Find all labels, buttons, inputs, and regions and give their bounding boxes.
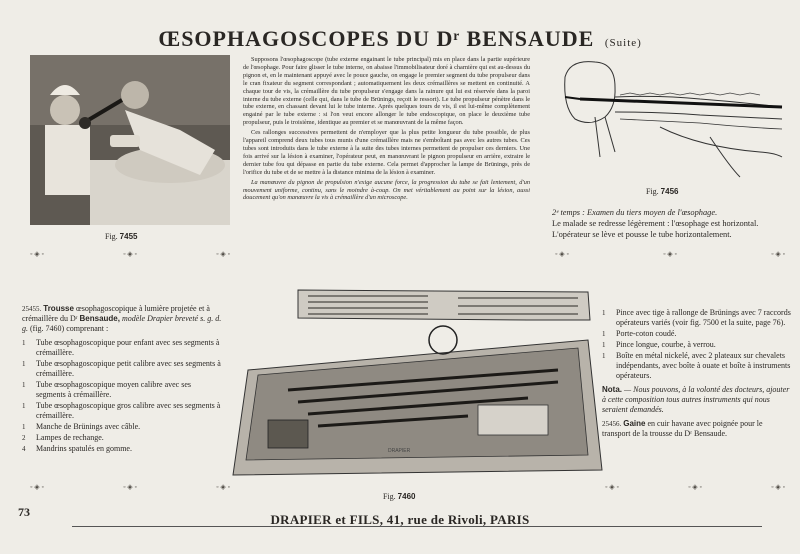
item-quantity: 1	[22, 339, 26, 347]
anatomy-diagram	[560, 57, 785, 179]
list-item	[602, 329, 792, 339]
item-text: Tube œsophagoscopique gros calibre avec ses segments à crémaillère.	[36, 401, 221, 420]
ornament: ◦ ◈ ◦	[771, 250, 785, 258]
ornament-row-left-top	[30, 250, 230, 258]
fig-number: 7456	[660, 187, 679, 196]
fig-7455-label	[105, 232, 137, 241]
item-quantity: 1	[602, 341, 606, 349]
item-text: Tube œsophagoscopique petit calibre avec ses segments à crémaillère.	[36, 359, 221, 378]
ornament: ◦ ◈ ◦	[605, 483, 619, 491]
trousse-contents-list-continued	[602, 308, 792, 439]
ornament: ◦ ◈ ◦	[30, 483, 44, 491]
gaine-text: en cuir havane avec poignée pour le transport de la trousse du Dʳ Bensaude.	[602, 419, 763, 438]
fig-7460-case	[228, 280, 604, 485]
item-quantity: 2	[22, 434, 26, 442]
item-text: Manche de Brünings avec câble.	[36, 422, 141, 431]
fig-number: 7455	[119, 232, 138, 241]
list-item	[22, 380, 222, 400]
lead-fig: (fig. 7460) comprenant :	[30, 324, 109, 333]
ornament: ◦ ◈ ◦	[30, 250, 44, 258]
item-text: Tube œsophagoscopique pour enfant avec ses segments à crémaillère.	[36, 338, 220, 357]
right-text-line-3: L'opérateur se lève et pousse le tube horizontalement.	[552, 230, 732, 239]
ornament: ◦ ◈ ◦	[663, 250, 677, 258]
trousse-lead	[22, 304, 222, 334]
ornament: ◦ ◈ ◦	[771, 483, 785, 491]
list-item	[22, 338, 222, 358]
item-quantity: 1	[602, 309, 606, 317]
item-quantity: 1	[602, 352, 606, 360]
list-item	[602, 308, 792, 328]
title-subtitle: (Suite)	[604, 37, 642, 49]
intro-paragraph-1: Supposons l'œsophagoscope (tube externe engainant le tube principal) mis en place dans la partie supérieure de l'œsophage. Pour faire glisser le tube interne, on abaisse l'immobilisateur doré à charnière qui est au-dessus du pignon et, en le maintenant appuyé avec le pouce gauche, on engage le premier segment du tube propulseur dans le cran fixateur du segment correspondant ; automatiquement les deux crémaillères se mettent en continuité. A chaque tour de vis, la crémaillère du tube propulseur s'engage dans la rainure qui lui est réservée dans la paroi interne du tube externe (celle qui, dans le tube de Brünings, reçoit le ressort). Le tube propulseur pénètre dans le tube externe, en chassant devant lui le tube interne. Après quelques tours de vis, il est lui-même complètement engainé par le tube externe : si l'on veut encore allonger le tube endoscopique, on place le deuxième tube propulseur, puis le troisième, identique au premier et se manœuvrant de la même façon.	[243, 56, 530, 127]
item-text: Boîte en métal nickelé, avec 2 plateaux sur chevalets indépendants, avec boîte à ouate et boîte à instruments opérateurs.	[616, 351, 791, 380]
ornament-row-right-top	[555, 250, 785, 258]
ornament: ◦ ◈ ◦	[688, 483, 702, 491]
right-text-line-2: Le malade se redresse légèrement : l'œsophage est horizontal.	[552, 219, 759, 228]
list-item	[22, 359, 222, 379]
item-quantity: 4	[22, 445, 26, 453]
list-item	[22, 444, 222, 454]
ornament: ◦ ◈ ◦	[123, 483, 137, 491]
lead-italic: modèle Drapier breveté s. g. d. g.	[22, 314, 222, 333]
list-item	[22, 422, 222, 432]
lead-text: œsophagoscopique à lumière projetée et à crémaillère du Dʳ	[22, 304, 210, 323]
fig-number: 7460	[397, 492, 416, 501]
fig-prefix: Fig.	[646, 187, 659, 196]
lead-name: Bensaude,	[79, 314, 120, 323]
list-item	[22, 433, 222, 443]
fig-7456-diagram	[560, 57, 785, 179]
item-quantity: 1	[22, 402, 26, 410]
ornament: ◦ ◈ ◦	[555, 250, 569, 258]
item-text: Pince avec tige à rallonge de Brünings avec 7 raccords opérateurs variés (voir fig. 7500 et la suite, page 76).	[616, 308, 791, 327]
fig-7456-label	[646, 187, 678, 196]
intro-paragraph-2: Ces rallonges successives permettent de n'employer que la plus petite longueur du tube possible, de plus l'appareil comprend deux tubes tous munis d'une crémaillère mais ne s'emboîtant pas avec les autres tubes. Ces tubes sont introduits dans le tube externe à la suite des tubes internes permettent de propulser ces derniers. Une fois arrivé sur la lésion à examiner, l'opérateur peut, en manœuvrant le pignon propulseur en arrière, extraire le dernier tube fou qui dépasse en partie du tube externe. Cela permet d'approcher la lampe de Brünings, près de l'orifice du tube et de se mettre à la distance minima de la lésion à examiner.	[243, 129, 530, 176]
fig-prefix: Fig.	[383, 492, 396, 501]
item-text: Tube œsophagoscopique moyen calibre avec ses segments à crémaillère.	[36, 380, 191, 399]
item-text: Lampes de rechange.	[36, 433, 104, 442]
page-title	[0, 26, 800, 52]
right-items	[602, 308, 792, 381]
fig-prefix: Fig.	[105, 232, 118, 241]
case-engraving: DRAPIER	[388, 448, 411, 454]
item-text: Mandrins spatulés en gomme.	[36, 444, 132, 453]
list-item	[22, 401, 222, 421]
ornament: ◦ ◈ ◦	[123, 250, 137, 258]
photo-illustration	[30, 55, 230, 225]
title-text: ŒSOPHAGOSCOPES DU Dʳ BENSAUDE	[158, 26, 595, 51]
catalog-ref: 25455.	[22, 305, 42, 313]
fig-7455-photo	[30, 55, 230, 225]
intro-paragraph-3: La manœuvre du pignon de propulsion n'exige aucune force, la progression du tube se fait lentement, d'un mouvement uniforme, continu, sans le moindre à-coup. On met véritablement au point sur la lésion, aussi doucement qu'on manœuvre la vis à crémaillère d'un microscope.	[243, 178, 530, 202]
ornament: ◦ ◈ ◦	[216, 250, 230, 258]
footer-text: DRAPIER et FILS, 41, rue de Rivoli, PARIS	[270, 512, 530, 527]
item-text: Pince longue, courbe, à verrou.	[616, 340, 716, 349]
item-quantity: 1	[22, 360, 26, 368]
right-text-line-1: 2ᵉ temps : Examen du tiers moyen de l'œsophage.	[552, 208, 718, 217]
nota-text: — Nous pouvons, à la volonté des docteurs, ajouter à cette composition tous autres instruments qui nous seraient demandés.	[602, 385, 790, 414]
item-text: Porte-coton coudé.	[616, 329, 677, 338]
fig-7460-label	[383, 492, 415, 501]
catalog-ref-2: 25456.	[602, 420, 622, 428]
trousse-contents-list	[22, 304, 222, 455]
list-item	[602, 340, 792, 350]
gaine-bold: Gaine	[623, 419, 646, 428]
item-quantity: 1	[22, 381, 26, 389]
lead-bold: Trousse	[43, 304, 74, 313]
right-intro-text	[552, 207, 787, 240]
ornament: ◦ ◈ ◦	[216, 483, 230, 491]
ornament-row-right-bottom	[605, 483, 785, 491]
gaine-block	[602, 419, 792, 439]
page-number: 73	[18, 505, 30, 519]
ornament-row-left-bottom	[30, 483, 230, 491]
item-quantity: 1	[602, 330, 606, 338]
instrument-case-illustration	[228, 280, 604, 485]
item-quantity: 1	[22, 423, 26, 431]
list-item	[602, 351, 792, 381]
left-items	[22, 338, 222, 454]
nota-block	[602, 385, 792, 415]
intro-text	[243, 56, 530, 204]
nota-label: Nota.	[602, 385, 622, 394]
